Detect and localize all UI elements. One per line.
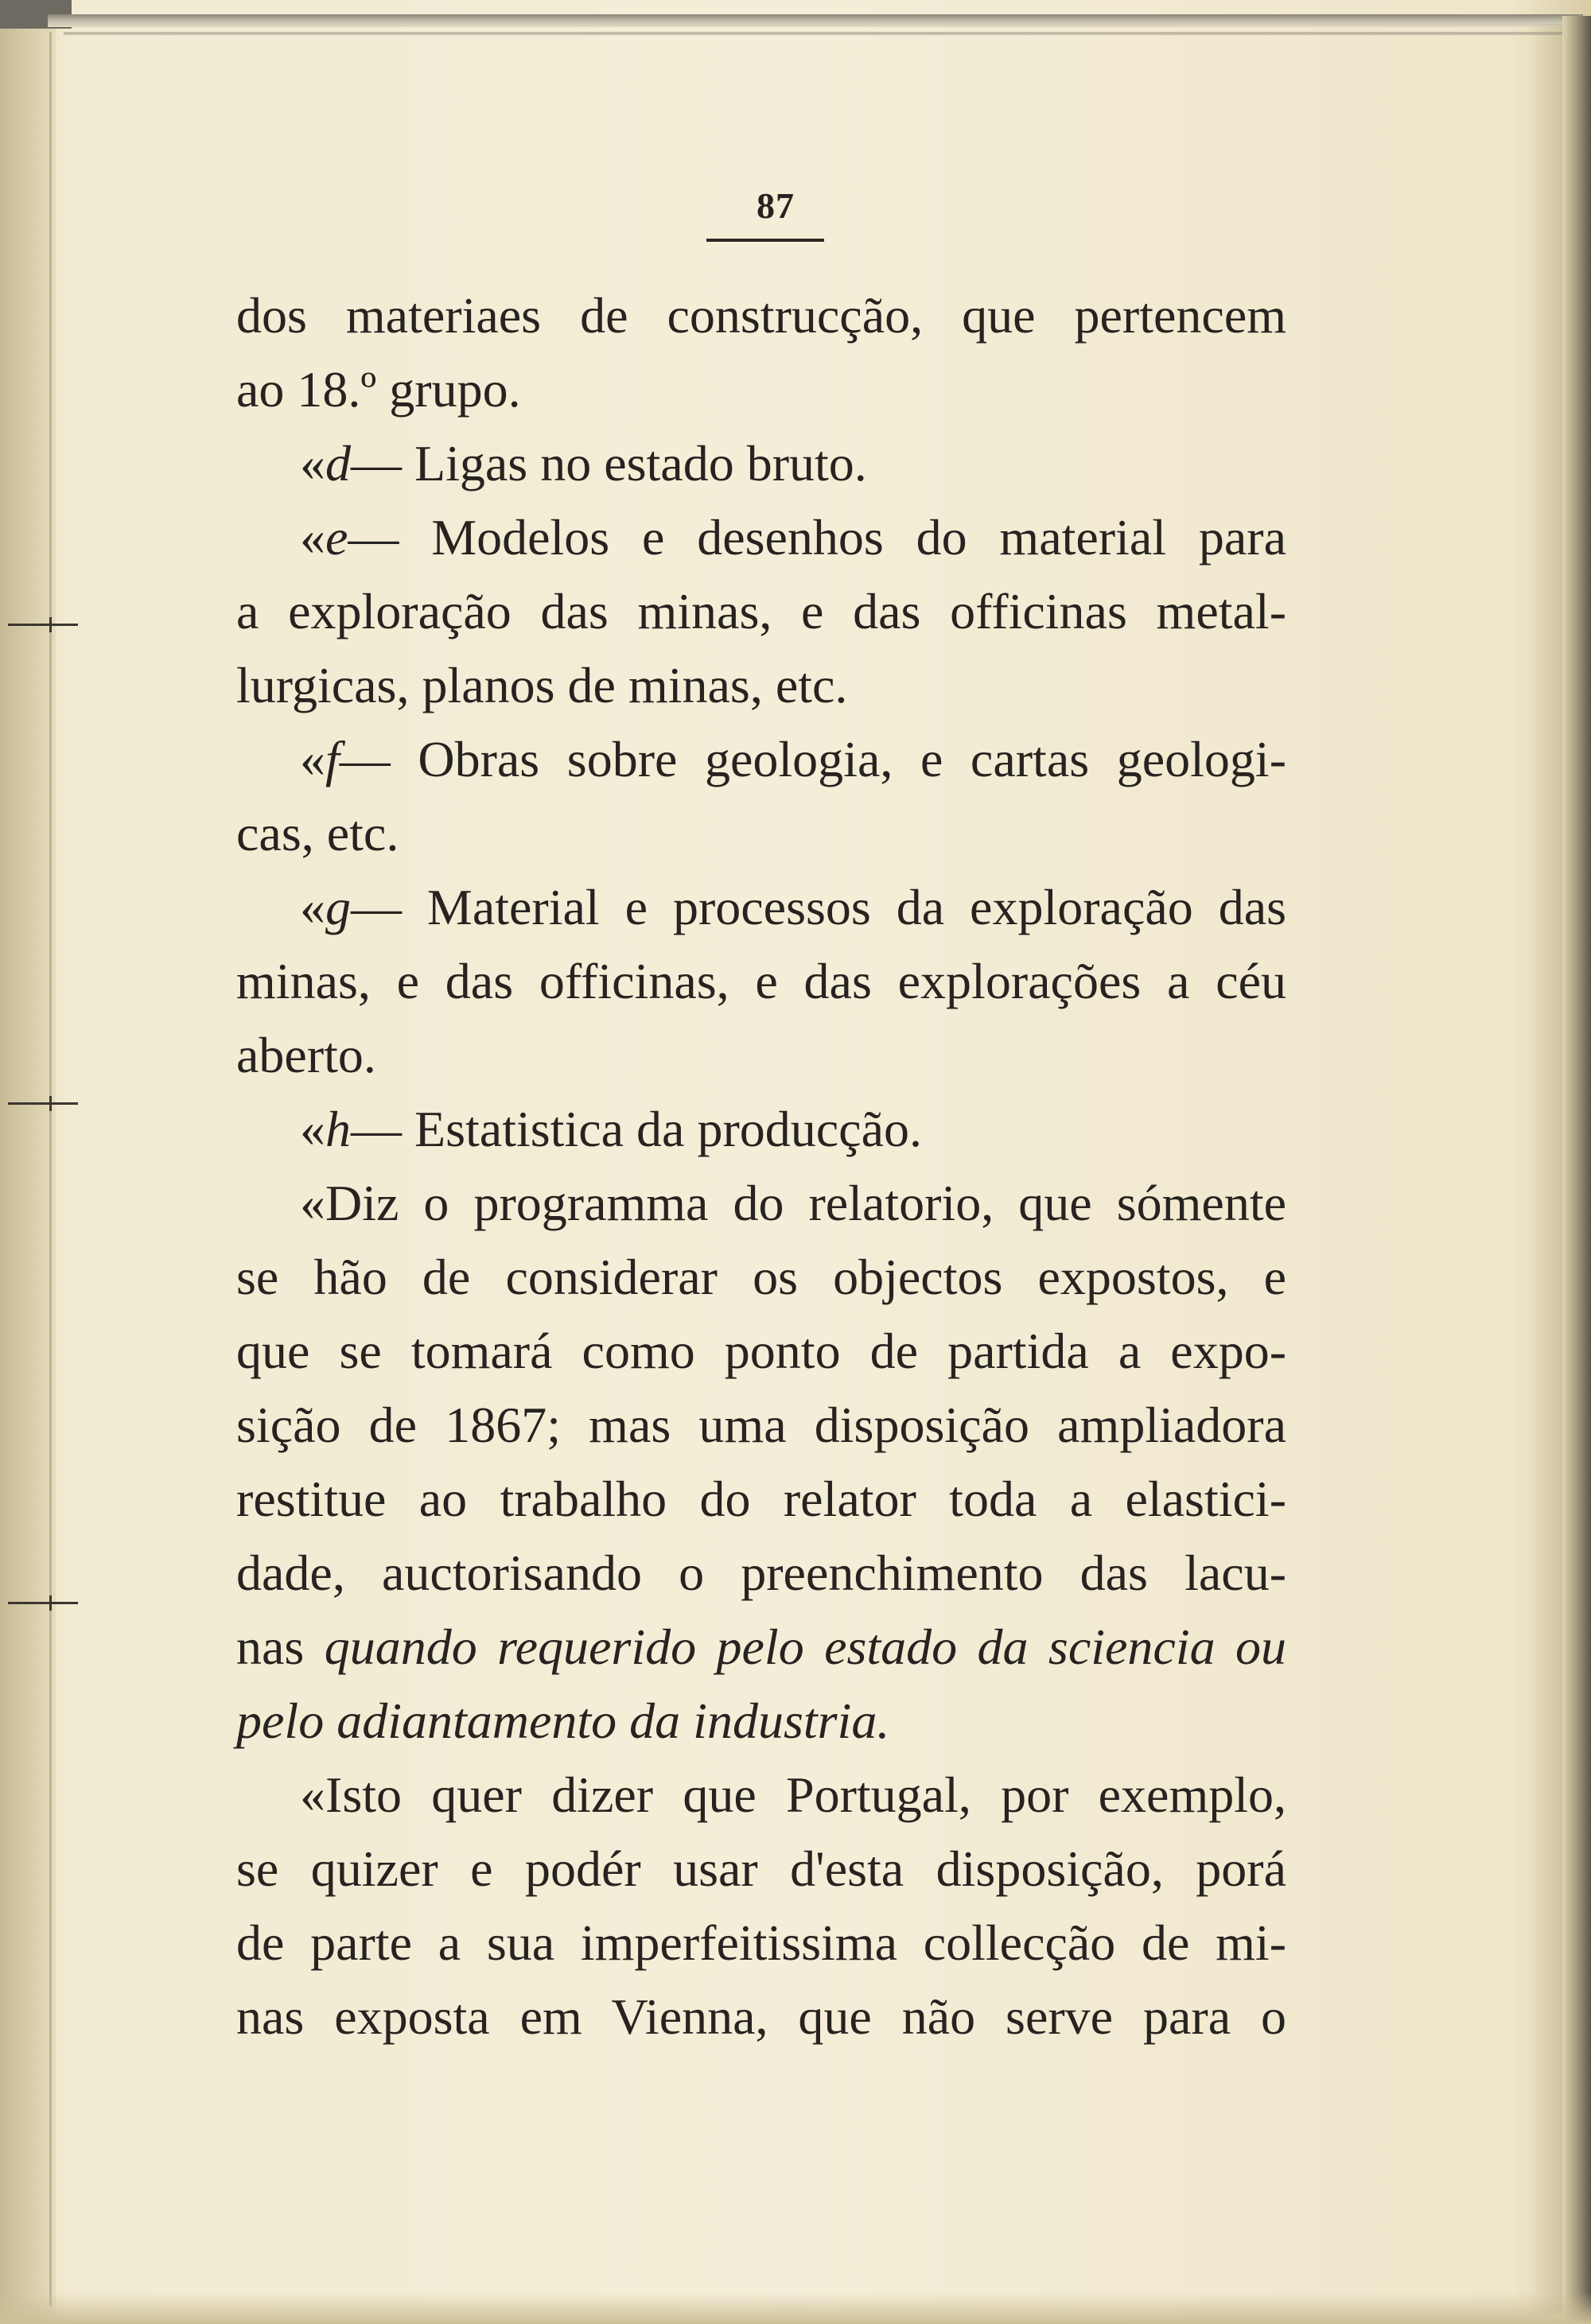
- body-text: [236, 278, 1286, 2054]
- top-edge-line: [64, 32, 1575, 35]
- item-text: — Obras sobre geologia, e cartas geologi-: [339, 731, 1286, 787]
- text-line: pelo adiantamento da industria.: [236, 1692, 890, 1749]
- paragraph: [236, 870, 1286, 1092]
- item-letter: e: [325, 509, 348, 565]
- margin-tick-mark: [8, 624, 78, 626]
- text-line: cas, etc.: [236, 805, 399, 861]
- item-text: — Estatistica da producção.: [351, 1101, 922, 1157]
- text-line: [236, 722, 1286, 796]
- text-line: nas exposta em Vienna, que não serve para o: [236, 1988, 1286, 2045]
- text-line: lurgicas, planos de minas, etc.: [236, 657, 848, 713]
- margin-tick-mark: [8, 1102, 78, 1105]
- text-line: minas, e das officinas, e das explorações a céu: [236, 953, 1286, 1009]
- open-quote: «: [300, 509, 325, 565]
- text-line: aberto.: [236, 1027, 376, 1083]
- paragraph: [236, 1166, 1286, 1758]
- text-line: [236, 500, 1286, 574]
- right-shadow: [1531, 24, 1562, 2314]
- text-line: dos materiaes de construcção, que pertencem: [236, 287, 1286, 344]
- paragraph: [236, 426, 1286, 500]
- text-line: de parte a sua imperfeitissima collecção de mi-: [236, 1914, 1286, 1971]
- text-line: se quizer e podér usar d'esta disposição, porá: [236, 1840, 1286, 1897]
- text-line: [236, 1092, 1286, 1166]
- paragraph: [236, 500, 1286, 722]
- item-letter: h: [325, 1101, 351, 1157]
- text-line: dade, auctorisando o preenchimento das lacu-: [236, 1545, 1286, 1601]
- text-line: [236, 426, 1286, 500]
- italic-text: quando requerido pelo estado da sciencia ou: [324, 1619, 1287, 1675]
- paragraph: [236, 1092, 1286, 1166]
- roman-text: nas: [236, 1619, 325, 1675]
- item-letter: d: [325, 435, 351, 492]
- text-line: se hão de considerar os objectos expostos, e: [236, 1249, 1286, 1305]
- text-line: sição de 1867; mas uma disposição ampliadora: [236, 1397, 1286, 1453]
- item-letter: f: [325, 731, 340, 787]
- text-line: restitue ao trabalho do relator toda a elastici-: [236, 1471, 1286, 1527]
- text-line: a exploração das minas, e das officinas metal-: [236, 583, 1286, 639]
- open-quote: «: [300, 731, 325, 787]
- text-line: [236, 1610, 1286, 1684]
- item-letter: g: [325, 879, 351, 935]
- text-line: [236, 870, 1286, 944]
- open-quote: «: [300, 435, 325, 492]
- binding-gutter: [0, 0, 56, 2324]
- item-text: — Ligas no estado bruto.: [351, 435, 867, 492]
- bottom-page-edge: [0, 2292, 1591, 2324]
- text-line: «Diz o programma do relatorio, que sómente: [300, 1175, 1286, 1231]
- open-quote: «: [300, 879, 325, 935]
- text-line: que se tomará como ponto de partida a expo-: [236, 1323, 1286, 1379]
- text-line: ao 18.º grupo.: [236, 361, 521, 418]
- item-text: — Modelos e desenhos do material para: [348, 509, 1286, 565]
- top-page-edge: [48, 14, 1583, 27]
- open-quote: «: [300, 1101, 325, 1157]
- right-page-edge: [1562, 16, 1591, 2324]
- page-number: 87: [757, 185, 795, 226]
- paragraph: [236, 1758, 1286, 2054]
- gutter-line: [49, 32, 52, 2307]
- paragraph: [236, 278, 1286, 426]
- item-text: — Material e processos da exploração das: [351, 879, 1286, 935]
- page-number-rule: [706, 239, 824, 242]
- paragraph: [236, 722, 1286, 870]
- text-line: «Isto quer dizer que Portugal, por exemplo,: [300, 1766, 1286, 1823]
- margin-tick-mark: [8, 1602, 78, 1604]
